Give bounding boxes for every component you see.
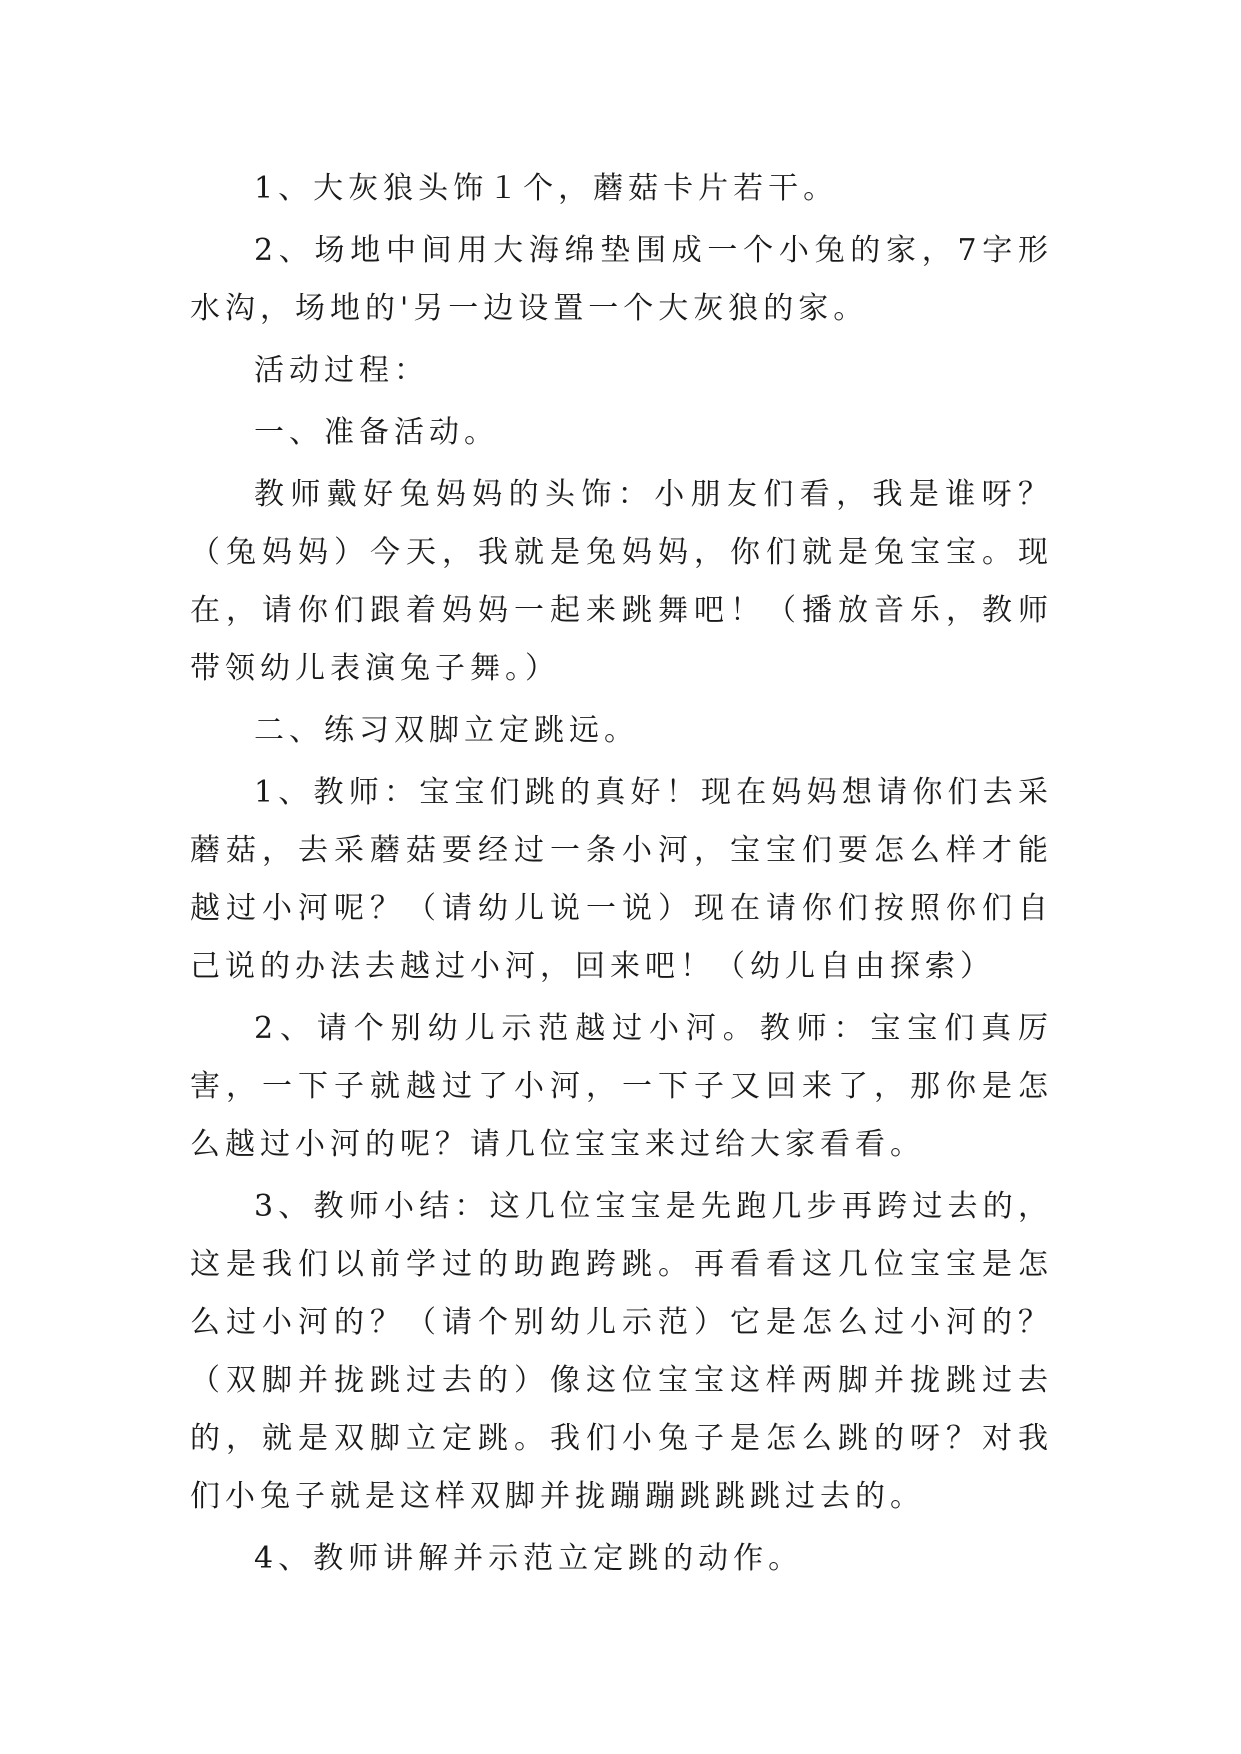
paragraph-materials-2: 2、场地中间用大海绵垫围成一个小兔的家，7字形水沟，场地的'另一边设置一个大灰狼的家。 <box>190 233 1053 326</box>
paragraph-step-3: 3、教师小结：这几位宝宝是先跑几步再跨过去的，这是我们以前学过的助跑跨跳。再看看这几位宝宝是怎么过小河的？（请个别幼儿示范）它是怎么过小河的？（双脚并拢跳过去的）像这位宝宝这样两脚并拢跳过去的，就是双脚立定跳。我们小兔子是怎么跳的呀？对我们小兔子就是这样双脚并拢蹦蹦跳跳跳过去的。 <box>190 1189 1053 1514</box>
paragraph-process-heading: 活动过程： <box>254 353 429 388</box>
paragraph-step-1: 1、教师：宝宝们跳的真好！现在妈妈想请你们去采蘑菇，去采蘑菇要经过一条小河，宝宝们要怎么样才能越过小河呢？（请幼儿说一说）现在请你们按照你们自己说的办法去越过小河，回来吧！（幼儿自由探索） <box>190 775 1053 984</box>
paragraph-step-4: 4、教师讲解并示范立定跳的动作。 <box>254 1541 804 1576</box>
paragraph-section-1-heading: 一、准备活动。 <box>254 415 499 450</box>
paragraph-section-2-heading: 二、练习双脚立定跳远。 <box>254 713 639 748</box>
paragraph-step-2: 2、请个别幼儿示范越过小河。教师：宝宝们真厉害，一下子就越过了小河，一下子又回来了，那你是怎么越过小河的呢？请几位宝宝来过给大家看看。 <box>190 1011 1053 1162</box>
paragraph-materials-1: 1、大灰狼头饰１个，蘑菇卡片若干。 <box>254 171 839 206</box>
paragraph-warmup: 教师戴好兔妈妈的头饰：小朋友们看，我是谁呀？（兔妈妈）今天，我就是兔妈妈，你们就是兔宝宝。现在，请你们跟着妈妈一起来跳舞吧！（播放音乐，教师带领幼儿表演兔子舞。） <box>190 477 1053 686</box>
